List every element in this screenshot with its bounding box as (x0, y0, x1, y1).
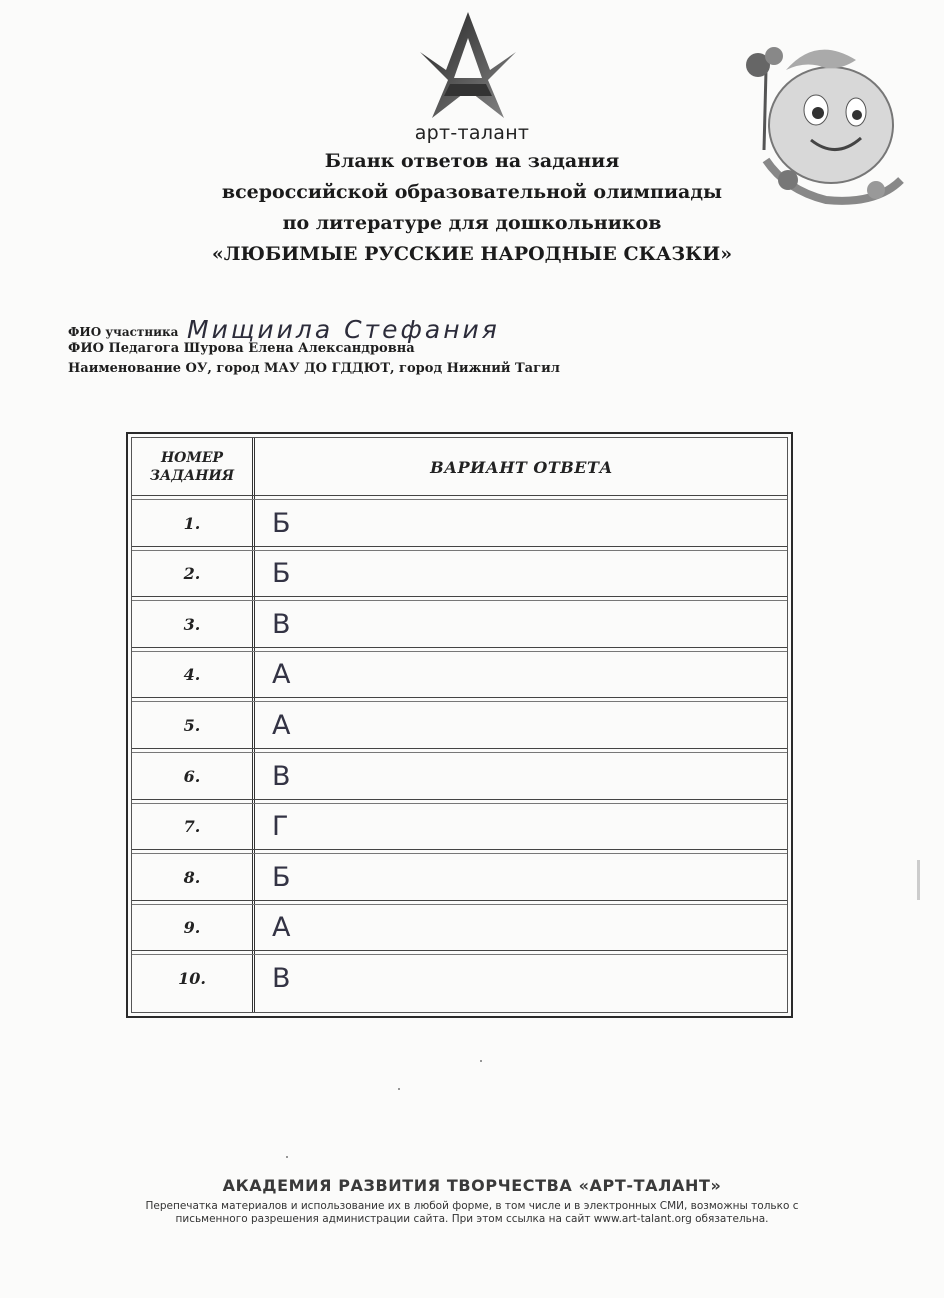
organization-row (68, 359, 560, 379)
task-number-cell: 3. (183, 614, 201, 634)
task-number-cell: 7. (183, 817, 201, 837)
task-number-cell: 10. (178, 968, 206, 988)
footer-title: АКАДЕМИЯ РАЗВИТИЯ ТВОРЧЕСТВА «АРТ-ТАЛАНТ» (222, 1176, 722, 1195)
brand-name: арт-талант (414, 122, 530, 144)
answer-cell: Б (272, 507, 291, 539)
task-number-cell: 1. (183, 513, 201, 533)
footer-note-line-1: Перепечатка материалов и использование их в любой форме, в том числе и в электронных СМИ, возможны только с (145, 1200, 799, 1212)
header-task-number (132, 438, 252, 496)
answer-cell: Г (272, 811, 289, 843)
title-line-2: всероссийской образовательной олимпиады (221, 181, 723, 203)
organization-label: Наименование ОУ, город (68, 361, 260, 376)
scan-speck (398, 1088, 400, 1090)
teacher-value: Шурова Елена Александровна (183, 341, 415, 356)
footer-note-line-2: письменного разрешения администрации сайта. При этом ссылка на сайт www.art-talant.org обязательна. (175, 1213, 769, 1225)
answer-cell: А (272, 659, 291, 691)
answer-cell: Б (272, 558, 291, 590)
art-talant-logo-icon (420, 8, 516, 120)
task-number-cell: 6. (183, 766, 201, 786)
participant-info (68, 315, 560, 379)
title-line-3: по литературе для дошкольников (282, 212, 662, 234)
answer-cell: А (272, 912, 291, 944)
teacher-label: ФИО Педагога (68, 341, 180, 356)
participant-name-label: ФИО участника (68, 325, 179, 339)
task-number-cell: 8. (183, 867, 201, 887)
task-number-cell: 2. (183, 564, 201, 584)
task-number-cell: 4. (183, 665, 201, 685)
task-number-cell: 9. (183, 918, 201, 938)
title-line-4: «ЛЮБИМЫЕ РУССКИЕ НАРОДНЫЕ СКАЗКИ» (211, 243, 733, 265)
answer-cell: В (272, 760, 291, 792)
answer-cell: В (272, 608, 291, 640)
header-task-number-line-1: НОМЕР (160, 450, 224, 466)
scan-speck (480, 1060, 482, 1062)
scan-speck (286, 1156, 288, 1158)
footer-note (90, 1200, 854, 1226)
sheet-title (0, 146, 944, 270)
scan-edge-mark (917, 860, 920, 900)
task-number-cell: 5. (183, 715, 201, 735)
answer-table-inner (131, 437, 788, 1013)
title-line-1: Бланк ответов на задания (324, 150, 620, 172)
answer-table (126, 432, 793, 1018)
answer-cell: Б (272, 861, 291, 893)
header-task-number-line-2: ЗАДАНИЯ (149, 468, 235, 484)
header-answer-variant: ВАРИАНТ ОТВЕТА (430, 457, 613, 477)
answer-cell: А (272, 709, 291, 741)
organization-value: МАУ ДО ГДДЮТ, город Нижний Тагил (264, 361, 560, 376)
participant-name-value: Мищиила Стефания (187, 315, 500, 344)
answer-cell: В (272, 962, 291, 994)
